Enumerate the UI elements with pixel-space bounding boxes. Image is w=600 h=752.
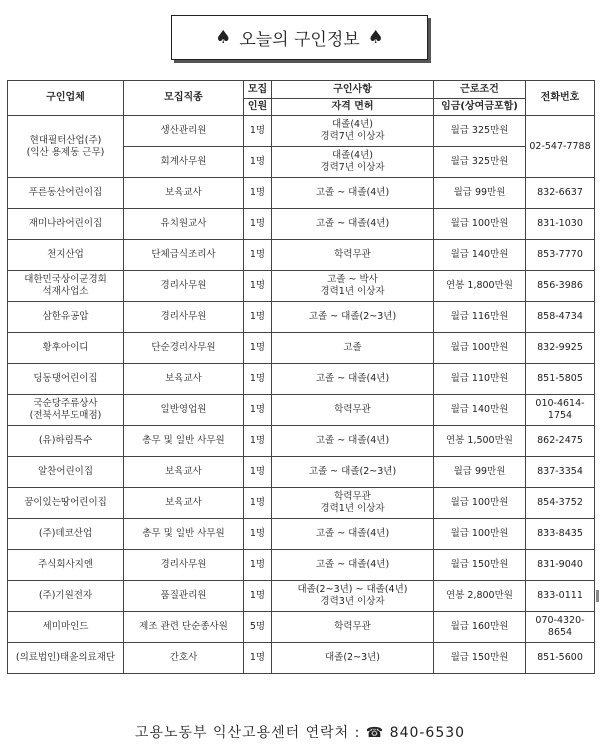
count-cell: 1명 — [244, 519, 272, 550]
header-requirements-group: 구인사항 — [272, 81, 434, 99]
requirement-cell: 고졸 ~ 대졸(4년) — [272, 209, 434, 240]
count-cell: 1명 — [244, 457, 272, 488]
count-cell: 1명 — [244, 488, 272, 519]
table-row — [8, 116, 595, 147]
job-cell: 단체급식조리사 — [124, 240, 244, 271]
title-box — [171, 15, 428, 60]
job-cell: 경리사무원 — [124, 271, 244, 302]
phone-cell: 832-6637 — [526, 178, 595, 209]
requirement-cell: 고졸 ~ 대졸(2~3년) — [272, 457, 434, 488]
company-cell: 주식회사지엔 — [8, 550, 124, 581]
count-cell: 1명 — [244, 116, 272, 147]
wage-cell: 월급 325만원 — [434, 147, 526, 178]
count-cell: 1명 — [244, 178, 272, 209]
requirement-cell: 학력무관 경력1년 이상자 — [272, 488, 434, 519]
count-cell: 1명 — [244, 333, 272, 364]
phone-cell: 854-3752 — [526, 488, 595, 519]
wage-cell: 연봉 2,800만원 — [434, 581, 526, 612]
wage-cell: 월급 160만원 — [434, 612, 526, 643]
table-row — [8, 240, 595, 271]
company-cell: 대한민국상이군경회 석재사업소 — [8, 271, 124, 302]
count-cell: 1명 — [244, 240, 272, 271]
count-cell: 1명 — [244, 209, 272, 240]
requirement-cell: 대졸(4년) 경력7년 이상자 — [272, 116, 434, 147]
job-cell: 제조 관련 단순종사원 — [124, 612, 244, 643]
table-row — [8, 271, 595, 302]
job-cell: 간호사 — [124, 643, 244, 674]
job-cell: 회계사무원 — [124, 147, 244, 178]
count-cell: 1명 — [244, 271, 272, 302]
phone-cell: 862-2475 — [526, 426, 595, 457]
wage-cell: 연봉 1,500만원 — [434, 426, 526, 457]
table-row — [8, 178, 595, 209]
job-cell: 품질관리원 — [124, 581, 244, 612]
phone-cell: 833-8435 — [526, 519, 595, 550]
phone-cell: 832-9925 — [526, 333, 595, 364]
job-cell: 경리사무원 — [124, 550, 244, 581]
requirement-cell: 고졸 ~ 대졸(4년) — [272, 550, 434, 581]
phone-cell: 833-0111 — [526, 581, 595, 612]
requirement-cell: 학력무관 — [272, 240, 434, 271]
requirement-cell: 대졸(2~3년) ~ 대졸(4년) 경력3년 이상자 — [272, 581, 434, 612]
table-row — [8, 364, 595, 395]
company-cell: 국순당주류상사 (전북서부도매점) — [8, 395, 124, 426]
wage-cell: 월급 100만원 — [434, 209, 526, 240]
requirement-cell: 고졸 ~ 대졸(4년) — [272, 426, 434, 457]
company-cell: 재미나라어린이집 — [8, 209, 124, 240]
count-cell: 1명 — [244, 426, 272, 457]
wage-cell: 월급 140만원 — [434, 395, 526, 426]
phone-cell: 837-3354 — [526, 457, 595, 488]
header-recruit-bottom: 인원 — [244, 99, 272, 116]
wage-cell: 월급 150만원 — [434, 550, 526, 581]
requirement-cell: 학력무관 — [272, 612, 434, 643]
job-cell: 보육교사 — [124, 488, 244, 519]
table-row — [8, 209, 595, 240]
table-row — [8, 395, 595, 426]
job-cell: 보육교사 — [124, 457, 244, 488]
count-cell: 1명 — [244, 643, 272, 674]
company-cell: 알찬어린이집 — [8, 457, 124, 488]
footer-contact: 고용노동부 익산고용센터 연락처 : ☎ 840-6530 — [134, 725, 466, 741]
company-cell: 현대필터산업(주) (익산 용제동 근무) — [8, 116, 124, 178]
phone-cell: 831-9040 — [526, 550, 595, 581]
job-cell: 유치원교사 — [124, 209, 244, 240]
phone-cell: 853-7770 — [526, 240, 595, 271]
scrollbar-marker — [596, 590, 599, 602]
wage-cell: 월급 325만원 — [434, 116, 526, 147]
table-body — [8, 116, 595, 674]
spade-icon: ♠ — [367, 27, 384, 48]
table-row — [8, 457, 595, 488]
job-cell: 생산관리원 — [124, 116, 244, 147]
job-cell: 보육교사 — [124, 364, 244, 395]
count-cell: 1명 — [244, 550, 272, 581]
phone-cell: 831-1030 — [526, 209, 595, 240]
company-cell: (의료법인)태윤의료재단 — [8, 643, 124, 674]
header-wage: 임금(상여금포함) — [434, 99, 526, 116]
job-cell: 총무 및 일반 사무원 — [124, 519, 244, 550]
table-row — [8, 302, 595, 333]
company-cell: 꿈이있는땅어린이집 — [8, 488, 124, 519]
wage-cell: 월급 150만원 — [434, 643, 526, 674]
page-title: 오늘의 구인정보 — [239, 30, 360, 50]
table-row — [8, 488, 595, 519]
table-row — [8, 426, 595, 457]
count-cell: 1명 — [244, 395, 272, 426]
header-phone: 전화번호 — [526, 81, 595, 116]
job-listings-table — [7, 80, 595, 674]
count-cell: 5명 — [244, 612, 272, 643]
table-row — [8, 581, 595, 612]
phone-cell: 070-4320-8654 — [526, 612, 595, 643]
phone-cell: 02-547-7788 — [526, 116, 595, 178]
header-job: 모집직종 — [124, 81, 244, 116]
company-cell: (주)데코산업 — [8, 519, 124, 550]
wage-cell: 월급 100만원 — [434, 488, 526, 519]
header-recruit-top: 모집 — [244, 81, 272, 99]
job-cell: 일반영업원 — [124, 395, 244, 426]
header-conditions-group: 근로조건 — [434, 81, 526, 99]
table-row — [8, 612, 595, 643]
wage-cell: 월급 99만원 — [434, 178, 526, 209]
company-cell: (유)하림특수 — [8, 426, 124, 457]
wage-cell: 월급 116만원 — [434, 302, 526, 333]
phone-cell: 856-3986 — [526, 271, 595, 302]
phone-cell: 858-4734 — [526, 302, 595, 333]
wage-cell: 연봉 1,800만원 — [434, 271, 526, 302]
company-cell: 천지산업 — [8, 240, 124, 271]
table-row — [8, 550, 595, 581]
requirement-cell: 대졸(4년) 경력7년 이상자 — [272, 147, 434, 178]
company-cell: 세미마인드 — [8, 612, 124, 643]
requirement-cell: 고졸 ~ 대졸(4년) — [272, 178, 434, 209]
job-cell: 단순경리사무원 — [124, 333, 244, 364]
company-cell: 삼한유공압 — [8, 302, 124, 333]
company-cell: 딩동댕어린이집 — [8, 364, 124, 395]
wage-cell: 월급 140만원 — [434, 240, 526, 271]
phone-cell: 010-4614-1754 — [526, 395, 595, 426]
count-cell: 1명 — [244, 147, 272, 178]
company-cell: 푸른동산어린이집 — [8, 178, 124, 209]
table-row — [8, 519, 595, 550]
requirement-cell: 고졸 ~ 대졸(4년) — [272, 364, 434, 395]
phone-cell: 851-5600 — [526, 643, 595, 674]
requirement-cell: 고졸 — [272, 333, 434, 364]
table-row — [8, 333, 595, 364]
requirement-cell: 고졸 ~ 대졸(2~3년) — [272, 302, 434, 333]
job-cell: 총무 및 일반 사무원 — [124, 426, 244, 457]
wage-cell: 월급 99만원 — [434, 457, 526, 488]
table-row — [8, 643, 595, 674]
company-cell: 황후아이디 — [8, 333, 124, 364]
count-cell: 1명 — [244, 302, 272, 333]
count-cell: 1명 — [244, 581, 272, 612]
wage-cell: 월급 110만원 — [434, 364, 526, 395]
header-company: 구인업체 — [8, 81, 124, 116]
job-cell: 보육교사 — [124, 178, 244, 209]
requirement-cell: 고졸 ~ 박사 경력1년 이상자 — [272, 271, 434, 302]
wage-cell: 월급 100만원 — [434, 519, 526, 550]
requirement-cell: 대졸(2~3년) — [272, 643, 434, 674]
job-cell: 경리사무원 — [124, 302, 244, 333]
count-cell: 1명 — [244, 364, 272, 395]
phone-cell: 851-5805 — [526, 364, 595, 395]
wage-cell: 월급 100만원 — [434, 333, 526, 364]
requirement-cell: 고졸 ~ 대졸(4년) — [272, 519, 434, 550]
header-requirements: 자격 면허 — [272, 99, 434, 116]
requirement-cell: 학력무관 — [272, 395, 434, 426]
spade-icon: ♠ — [215, 27, 232, 48]
company-cell: (주)기원전자 — [8, 581, 124, 612]
